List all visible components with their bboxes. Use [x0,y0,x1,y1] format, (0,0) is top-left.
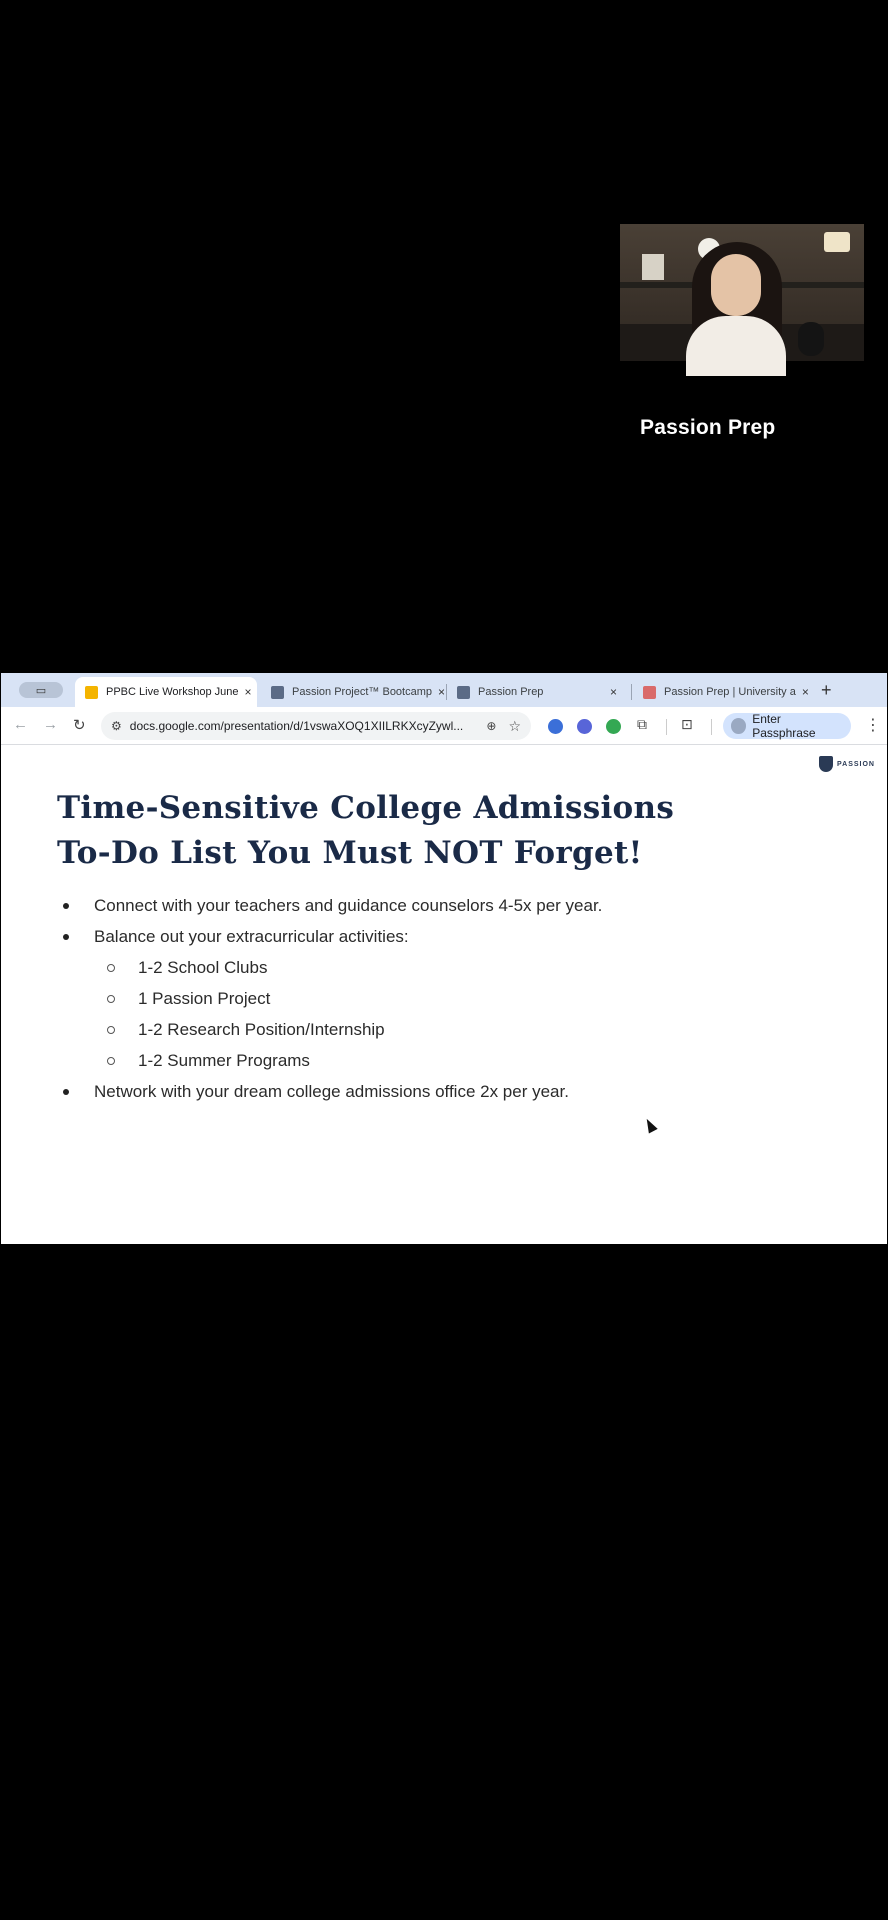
shield-icon [457,686,470,699]
list-item-sub: 1-2 Research Position/Internship [57,1014,837,1045]
list-item-sub: 1-2 School Clubs [57,952,837,983]
video-person-face [711,254,761,316]
participant-name: Passion Prep [640,416,776,439]
more-menu-icon[interactable]: ⋮ [865,717,881,734]
forward-icon[interactable]: → [43,716,58,733]
slides-icon [85,686,98,699]
address-bar[interactable] [101,712,531,740]
tab-separator [631,684,632,700]
zoom-icon[interactable]: ⊕ [486,719,497,733]
toolbar-separator [711,719,712,735]
tab-ppbc-workshop[interactable]: PPBC Live Workshop June × [75,677,257,707]
chrome-extension-icon[interactable] [606,719,621,734]
slide-title [57,786,757,876]
participant-video[interactable] [620,224,864,361]
video-person-body [686,316,786,376]
slide-title-line-2: To-Do List You Must NOT Forget! [57,835,643,871]
university-icon [643,686,656,699]
shield-icon [271,686,284,699]
list-item: Balance out your extracurricular activities: [57,921,837,952]
video-frame [642,254,664,280]
toolbar-separator [666,719,667,735]
close-icon[interactable]: × [609,685,617,699]
screen-icon: ▭ [35,684,47,697]
list-item-sub: 1-2 Summer Programs [57,1045,837,1076]
zoom-extension-icon[interactable] [548,719,563,734]
back-icon[interactable]: ← [13,716,28,733]
bookmark-star-icon[interactable]: ☆ [508,717,521,734]
presentation-slide [1,746,887,1244]
new-tab-button[interactable]: + [821,680,832,700]
tab-passion-project-bootcamp[interactable]: Passion Project™ Bootcamp × [261,677,441,707]
list-item: Connect with your teachers and guidance counselors 4-5x per year. [57,890,837,921]
bullet-list [57,890,837,1107]
tab-passion-prep-university[interactable]: Passion Prep | University a × [633,677,813,707]
tab-search-icon[interactable]: ⊡ [681,716,693,732]
browser-toolbar [1,707,887,745]
url-text[interactable]: docs.google.com/presentation/d/1vswaXOQ1XIILRKXcyZywl... [129,719,464,733]
site-settings-icon[interactable]: ⚙ [111,719,122,733]
close-icon[interactable]: × [244,685,252,699]
tab-strip [1,673,887,707]
close-icon[interactable]: × [438,685,446,699]
browser-window [1,673,887,1244]
list-item-sub: 1 Passion Project [57,983,837,1014]
extensions-puzzle-icon[interactable]: ⧉ [637,716,647,732]
logo-shield-icon [819,756,833,772]
tab-group-chip[interactable] [19,682,63,698]
slide-title-line-1: Time-Sensitive College Admissions [57,790,675,826]
tab-passion-prep[interactable]: Passion Prep × [447,677,627,707]
close-icon[interactable]: × [801,685,809,699]
reload-icon[interactable]: ↻ [73,717,86,734]
profile-button-label: Enter Passphrase [752,712,816,740]
list-item: Network with your dream college admissions office 2x per year. [57,1076,837,1107]
microphone [798,322,824,356]
video-lamp [824,232,850,252]
enter-passphrase-button[interactable] [723,713,851,739]
passion-prep-logo: PASSION [819,756,875,772]
discord-extension-icon[interactable] [577,719,592,734]
avatar [731,718,746,734]
